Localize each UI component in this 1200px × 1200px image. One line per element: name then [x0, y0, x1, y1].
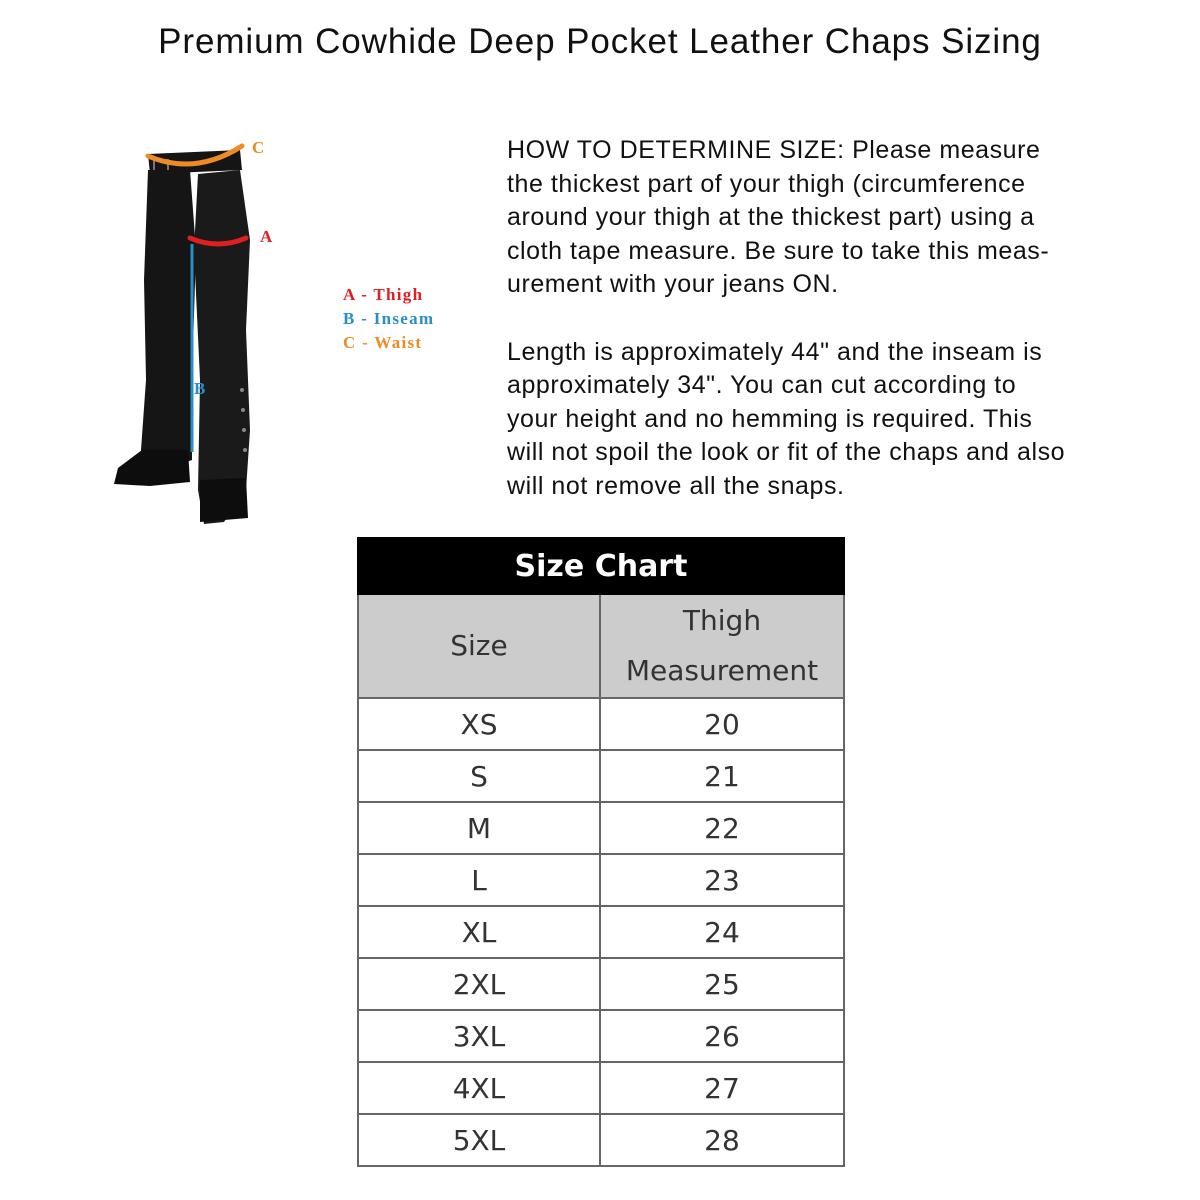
- size-cell: 5XL: [358, 1114, 600, 1166]
- size-cell: 4XL: [358, 1062, 600, 1114]
- table-row: [358, 1010, 844, 1062]
- size-cell: L: [358, 854, 600, 906]
- instruction-line: around your thigh at the thickest part) using a: [507, 203, 1035, 232]
- page-title: Premium Cowhide Deep Pocket Leather Chaps Sizing: [158, 22, 1042, 61]
- table-row: [358, 958, 844, 1010]
- thigh-cell: 24: [600, 906, 844, 958]
- chaps-illustration: [100, 130, 300, 530]
- legend-thigh: A - Thigh: [343, 285, 424, 304]
- table-row: [358, 854, 844, 906]
- header-measure-line2: Measurement: [625, 654, 819, 687]
- size-cell: 3XL: [358, 1010, 600, 1062]
- waist-marker-label: C: [252, 138, 265, 157]
- size-cell: M: [358, 802, 600, 854]
- size-chart-title: Size Chart: [358, 538, 844, 594]
- size-cell: XL: [358, 906, 600, 958]
- thigh-cell: 20: [600, 698, 844, 750]
- thigh-cell: 23: [600, 854, 844, 906]
- legend-inseam: B - Inseam: [343, 309, 435, 328]
- thigh-cell: 26: [600, 1010, 844, 1062]
- instruction-line: HOW TO DETERMINE SIZE: Please measure: [507, 136, 1041, 164]
- right-boot-shape: [200, 478, 248, 522]
- instruction-line: the thickest part of your thigh (circumference: [507, 169, 1026, 198]
- table-row: [358, 802, 844, 854]
- header-size: Size: [358, 594, 600, 698]
- size-chart-table: [357, 537, 845, 1167]
- legend-waist: C - Waist: [343, 333, 423, 352]
- left-leg-shape: [140, 170, 196, 468]
- instructions-paragraph-1: [507, 134, 1177, 302]
- size-chart-body: [358, 594, 844, 1166]
- header-thigh-measurement: [600, 594, 844, 698]
- thigh-cell: 27: [600, 1062, 844, 1114]
- chaps-drawing: [100, 130, 300, 530]
- table-header-row: [358, 594, 844, 698]
- instructions-paragraph-2: [507, 336, 1177, 504]
- instruction-line: approximately 34". You can cut according to: [507, 371, 1017, 400]
- table-row: [358, 750, 844, 802]
- table-row: [358, 1114, 844, 1166]
- instruction-line: will not remove all the snaps.: [507, 471, 845, 500]
- instruction-line: your height and no hemming is required. This: [507, 404, 1033, 433]
- size-cell: 2XL: [358, 958, 600, 1010]
- thigh-cell: 22: [600, 802, 844, 854]
- measurement-legend: [343, 283, 434, 355]
- thigh-cell: 25: [600, 958, 844, 1010]
- instruction-line: Length is approximately 44" and the inseam is: [507, 337, 1043, 366]
- thigh-cell: 28: [600, 1114, 844, 1166]
- instruction-line: will not spoil the look or fit of the chaps and also: [507, 438, 1066, 467]
- left-boot-shape: [114, 450, 190, 486]
- header-measure-line1: Thigh: [682, 604, 762, 637]
- size-cell: S: [358, 750, 600, 802]
- right-leg-shape: [194, 170, 250, 524]
- thigh-cell: 21: [600, 750, 844, 802]
- sizing-instructions: [507, 134, 1177, 504]
- size-cell: XS: [358, 698, 600, 750]
- thigh-marker-label: A: [260, 227, 273, 246]
- inseam-marker-label: B: [194, 379, 206, 398]
- instruction-line: urement with your jeans ON.: [507, 270, 839, 299]
- instruction-line: cloth tape measure. Be sure to take this meas-: [507, 236, 1050, 265]
- table-row: [358, 906, 844, 958]
- table-row: [358, 1062, 844, 1114]
- table-row: [358, 698, 844, 750]
